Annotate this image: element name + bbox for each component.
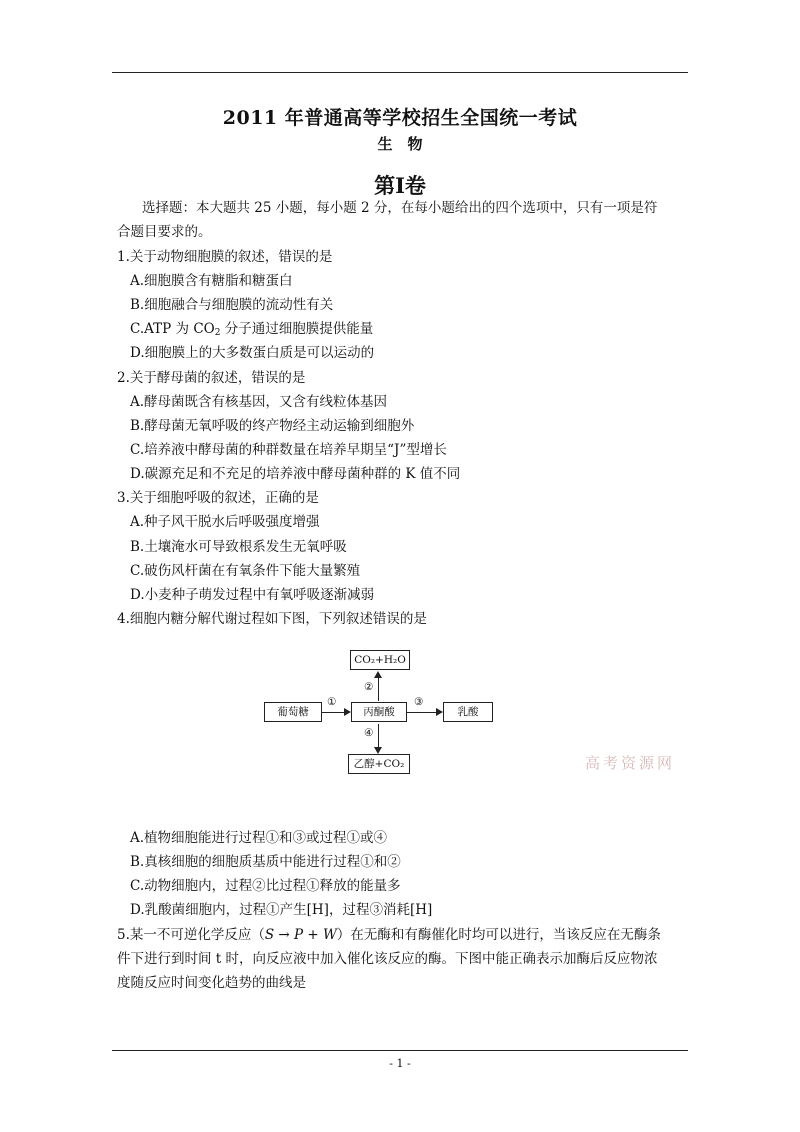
q5-line-3: 度随反应时间变化趋势的曲线是 xyxy=(117,975,306,991)
q5-line-1: 5.某一不可逆化学反应（S → P + W）在无酶和有酶催化时均可以进行，当该反应在无酶条 xyxy=(117,927,661,943)
arrow-1-head xyxy=(344,708,351,716)
label-3: ③ xyxy=(414,696,424,708)
arrow-3-head xyxy=(436,708,443,716)
watermark: 高考资源网 xyxy=(585,754,676,772)
q4-option-a: A.植物细胞能进行过程①和③或过程①或④ xyxy=(130,830,388,846)
q3-option-b: B.土壤淹水可导致根系发生无氧呼吸 xyxy=(130,539,347,555)
arrow-4-head xyxy=(374,747,382,754)
section-title: 第Ⅰ卷 xyxy=(374,173,426,198)
ethanol-co2-box: 乙醇+CO₂ xyxy=(348,754,410,774)
glucose-box: 葡萄糖 xyxy=(264,702,322,722)
q1-option-b: B.细胞融合与细胞膜的流动性有关 xyxy=(130,297,334,313)
arrow-3-line xyxy=(407,712,436,713)
arrow-2-line xyxy=(378,677,379,701)
q4-option-d: D.乳酸菌细胞内，过程①产生[H]，过程③消耗[H] xyxy=(130,902,433,918)
q2-option-c: C.培养液中酵母菌的种群数量在培养早期呈“J”型增长 xyxy=(130,442,447,458)
q3-option-d: D.小麦种子萌发过程中有氧呼吸逐渐减弱 xyxy=(130,587,375,603)
label-4: ④ xyxy=(364,727,374,739)
q2-option-b: B.酵母菌无氧呼吸的终产物经主动运输到细胞外 xyxy=(130,418,415,434)
co2-h2o-box: CO₂+H₂O xyxy=(350,650,410,670)
intro-line-1: 选择题：本大题共 25 小题，每小题 2 分，在每小题给出的四个选项中，只有一项是符 xyxy=(142,200,658,216)
q2-option-d: D.碳源充足和不充足的培养液中酵母菌种群的 K 值不同 xyxy=(130,466,461,482)
q1-option-d: D.细胞膜上的大多数蛋白质是可以运动的 xyxy=(130,345,375,361)
q3-option-a: A.种子风干脱水后呼吸强度增强 xyxy=(130,514,320,530)
top-rule xyxy=(112,72,688,73)
intro-line-2: 合题目要求的。 xyxy=(117,224,212,240)
q2-stem: 2.关于酵母菌的叙述，错误的是 xyxy=(117,370,306,386)
exam-title: 2011 年普通高等学校招生全国统一考试 xyxy=(222,107,578,129)
lactate-box: 乳酸 xyxy=(443,702,493,722)
q5-line-2: 件下进行到时间 t 时，向反应液中加入催化该反应的酶。下图中能正确表示加酶后反应物浓 xyxy=(117,951,658,967)
q4-option-c: C.动物细胞内，过程②比过程①释放的能量多 xyxy=(130,878,401,894)
label-1: ① xyxy=(327,696,337,708)
label-2: ② xyxy=(364,681,374,693)
q2-option-a: A.酵母菌既含有核基因，又含有线粒体基因 xyxy=(130,394,388,410)
arrow-4-line xyxy=(378,724,379,747)
reaction-formula: S → P + W xyxy=(264,927,337,943)
arrow-2-head xyxy=(374,671,382,678)
q4-stem: 4.细胞内糖分解代谢过程如下图，下列叙述错误的是 xyxy=(117,611,427,627)
q1-stem: 1.关于动物细胞膜的叙述，错误的是 xyxy=(117,249,333,265)
subject-title: 生 物 xyxy=(377,135,423,153)
q4-option-b: B.真核细胞的细胞质基质中能进行过程①和② xyxy=(130,854,401,870)
sugar-metabolism-diagram xyxy=(260,648,530,778)
q1-option-c: C.ATP 为 $CO_2$ 分子通过细胞膜提供能量 xyxy=(130,321,374,338)
q3-option-c: C.破伤风杆菌在有氧条件下能大量繁殖 xyxy=(130,563,361,579)
page-number: - 1 - xyxy=(389,1057,411,1070)
bottom-rule xyxy=(112,1050,688,1051)
q1-option-a: A.细胞膜含有糖脂和糖蛋白 xyxy=(130,273,293,289)
q3-stem: 3.关于细胞呼吸的叙述，正确的是 xyxy=(117,490,319,506)
pyruvate-box: 丙酮酸 xyxy=(351,702,407,722)
arrow-1-line xyxy=(322,712,344,713)
